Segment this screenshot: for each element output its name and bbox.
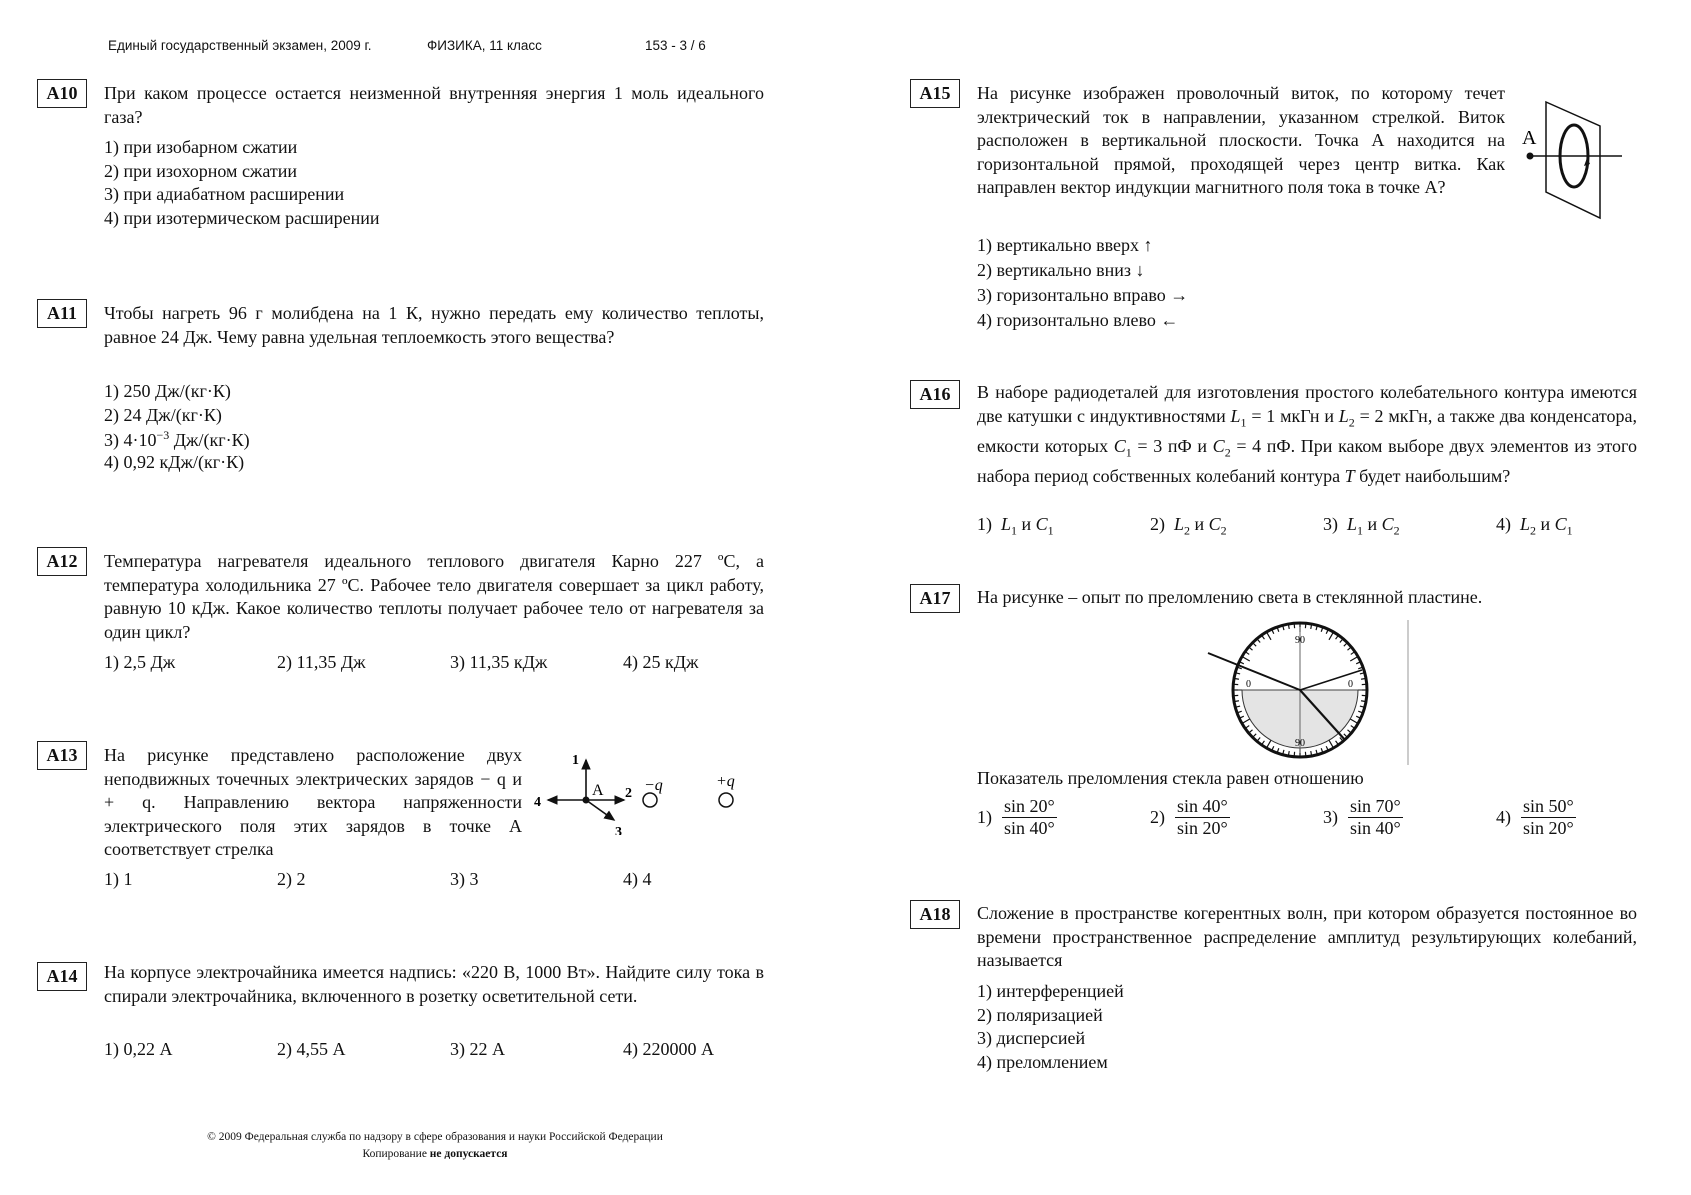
option: 4) преломлением	[977, 1051, 1108, 1072]
question-text-a11: Чтобы нагреть 96 г молибдена на 1 К, нужно передать ему количество теплоты, равное 24 Дж. Чему равна удельная теплоемкость этого вещества?	[104, 303, 764, 347]
option: 3) $\frac{\sin 70^\circ}{\sin 40^\circ}$	[1323, 796, 1401, 838]
positive-charge-icon	[719, 793, 733, 807]
options-a11	[104, 381, 250, 475]
charge-label: −q	[644, 777, 663, 794]
dial-tick	[1361, 701, 1366, 702]
option: 3) при адиабатном расширении	[104, 184, 345, 204]
options-a10	[104, 137, 379, 231]
arrow-label: 3	[615, 825, 622, 835]
option: 1) $L_1$ и $C_1$	[977, 514, 1054, 538]
option: 1) $\frac{\sin 20^\circ}{\sin 40^\circ}$	[977, 796, 1055, 838]
question-number-a11: А11	[37, 299, 87, 328]
point-label: А	[1522, 127, 1537, 149]
option: 2) вертикально вниз ↓	[977, 260, 1145, 280]
question-number-a10: А10	[37, 79, 87, 108]
option: 1) 250 Дж/(кг·К)	[104, 381, 231, 401]
option: 4) горизонтально влево ←	[977, 310, 1179, 330]
dial-label: 0	[1246, 679, 1251, 690]
page-number: 153 - 3 / 6	[645, 38, 706, 53]
question-text-a16: В наборе радиодеталей для изготовления простого колебательного контура имеются две катушки с индуктивностями $L_1 = 1$ мкГн и $L_2 = 2$ мкГн, а также два конденсатора, емкости которых $C_1 = 3$ пФ и $C_2 = 4$ пФ. При каком выборе двух элементов из этого набора период собственных колебаний контура T будет наибольшим?	[977, 382, 1637, 486]
dial-tick	[1311, 751, 1312, 756]
point-label: А	[592, 782, 604, 799]
question-number-a16: А16	[910, 380, 960, 409]
option: 4) 220000 А	[623, 1039, 714, 1059]
option: 1) 0,22 А	[104, 1039, 173, 1059]
option: 2) 24 Дж/(кг·К)	[104, 404, 222, 425]
dial-tick	[1288, 624, 1289, 629]
dial-label: 90	[1295, 635, 1305, 646]
wire-loop-figure	[1518, 92, 1628, 222]
figure-caption: Показатель преломления стекла равен отношению	[977, 768, 1364, 788]
arrow-label: 2	[625, 786, 632, 801]
option: 4) при изотермическом расширении	[104, 207, 380, 228]
option: 1) 2,5 Дж	[104, 652, 176, 672]
negative-charge-icon	[643, 793, 657, 807]
option: 1) 1	[104, 869, 133, 889]
question-text-a10: При каком процессе остается неизменной внутренняя энергия 1 моль идеального газа?	[104, 83, 764, 127]
option: 4) $\frac{\sin 50^\circ}{\sin 20^\circ}$	[1496, 796, 1574, 838]
option: 3) горизонтально вправо →	[977, 285, 1189, 305]
question-text-a13: На рисунке представлено расположение двух неподвижных точечных электрических зарядов − q и + q. Направлению вектора напряженности электрического поля этих зарядов в точке А соответствует стрелка	[104, 745, 522, 859]
dial-tick	[1234, 678, 1239, 679]
option: 2) $\frac{\sin 40^\circ}{\sin 20^\circ}$	[1150, 796, 1228, 838]
vector-arrow-3	[586, 800, 614, 820]
subject-label: ФИЗИКА, 11 класс	[427, 38, 542, 53]
option: 2) $L_2$ и $C_2$	[1150, 514, 1227, 538]
option: 4) 0,92 кДж/(кг·К)	[104, 451, 245, 472]
dial-tick	[1234, 701, 1239, 702]
option: 3) 11,35 кДж	[450, 652, 548, 672]
question-number-a14: А14	[37, 962, 87, 991]
charge-label: +q	[716, 773, 735, 790]
option: 1) при изобарном сжатии	[104, 137, 298, 157]
dial-label: 90	[1295, 738, 1305, 749]
dial-tick	[1361, 678, 1366, 679]
question-text-a17: На рисунке – опыт по преломлению света в стеклянной пластине.	[977, 587, 1483, 607]
option: 2) 11,35 Дж	[277, 652, 366, 672]
arrow-label: 4	[534, 795, 541, 810]
question-number-a12: А12	[37, 547, 87, 576]
option: 2) 2	[277, 869, 306, 889]
options-a15	[977, 233, 1188, 333]
option: 3) дисперсией	[977, 1028, 1086, 1048]
exam-title: Единый государственный экзамен, 2009 г.	[108, 38, 372, 53]
charges-figure	[532, 750, 752, 835]
question-text-a12: Температура нагревателя идеального теплового двигателя Карно 227 ºС, а температура холодильника 27 ºС. Рабочее тело двигателя совершает за цикл работу, равную 10 кДж. Какое количество теплоты получает рабочее тело от нагревателя за один цикл?	[104, 551, 764, 642]
refraction-dial-figure	[1200, 615, 1420, 765]
footer-copyright: © 2009 Федеральная служба по надзору в сфере образования и науки Российской Федерации	[207, 1131, 663, 1143]
footer-copy-notice: Копирование не допускается	[362, 1148, 508, 1160]
question-text-a14: На корпусе электрочайника имеется надпись: «220 В, 1000 Вт». Найдите силу тока в спирали электрочайника, включенного в розетку осветительной сети.	[104, 962, 764, 1006]
point-a	[1527, 153, 1534, 160]
question-number-a17: А17	[910, 584, 960, 613]
arrow-label: 1	[572, 753, 579, 768]
option: 2) поляризацией	[977, 1004, 1103, 1025]
option: 1) интерференцией	[977, 981, 1124, 1001]
option: 4) $L_2$ и $C_1$	[1496, 514, 1573, 538]
question-text-a18: Сложение в пространстве когерентных волн, при котором образуется постоянное во времени пространственное распределение амплитуд результирующих колебаний, называется	[977, 903, 1637, 970]
option: 3) 22 А	[450, 1039, 505, 1059]
dial-label: 0	[1348, 679, 1353, 690]
option: 4) 25 кДж	[623, 652, 699, 672]
question-number-a13: А13	[37, 741, 87, 770]
option: 2) 4,55 А	[277, 1039, 346, 1059]
option: 2) при изохорном сжатии	[104, 160, 298, 181]
options-a18	[977, 981, 1124, 1075]
dial-tick	[1311, 624, 1312, 629]
dial-tick	[1288, 751, 1289, 756]
option: 3) $4\cdot 10^{-3}$ Дж/(кг·К)	[104, 428, 250, 450]
question-number-a18: А18	[910, 900, 960, 929]
option: 3) $L_1$ и $C_2$	[1323, 514, 1400, 538]
question-number-a15: А15	[910, 79, 960, 108]
option: 4) 4	[623, 869, 652, 889]
point-a	[583, 797, 590, 804]
option: 1) вертикально вверх ↑	[977, 235, 1153, 255]
question-text-a15: На рисунке изображен проволочный виток, по которому течет электрический ток в направлении, указанном стрелкой. Виток расположен в вертикальной плоскости. Точка А находится на горизонтальной прямой, проходящей через центр витка. Как направлен вектор индукции магнитного поля тока в точке А?	[977, 83, 1505, 197]
option: 3) 3	[450, 869, 479, 889]
